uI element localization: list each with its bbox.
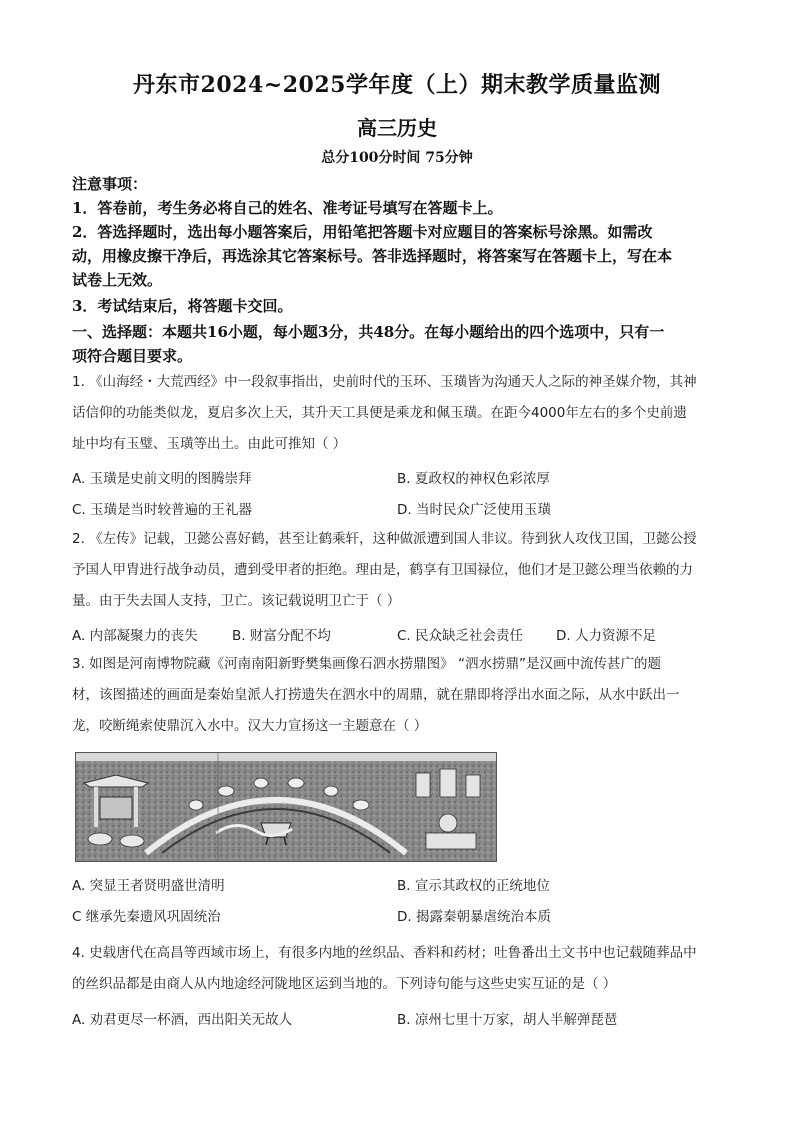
section-heading-line-1: 一、选择题：本题共16小题，每小题3分，共48分。在每小题给出的四个选项中，只有一	[72, 323, 665, 341]
question-4-option-a: A. 劝君更尽一杯酒，西出阳关无故人	[72, 1012, 293, 1028]
question-2-option-a: A. 内部凝聚力的丧失	[72, 628, 198, 644]
question-1-option-a: A. 玉璜是史前文明的图腾崇拜	[72, 471, 252, 487]
section-heading-line-2: 项符合题目要求。	[72, 347, 193, 365]
notice-heading: 注意事项：	[72, 175, 148, 193]
question-3-line-1: 3. 如图是河南博物院藏《河南南阳新野樊集画像石泗水捞鼎图》 “泗水捞鼎”是汉画中流传甚广的题	[72, 656, 661, 672]
question-4-option-b: B. 凉州七里十万家，胡人半解弹琵琶	[397, 1012, 618, 1028]
question-3-line-3: 龙，咬断绳索使鼎沉入水中。汉大力宣扬这一主题意在（ ）	[72, 718, 428, 734]
question-1-option-d: D. 当时民众广泛使用玉璜	[397, 502, 551, 518]
exam-title: 丹东市2024~2025学年度（上）期末教学质量监测	[133, 72, 661, 98]
question-2-option-d: D. 人力资源不足	[556, 628, 656, 644]
question-2-line-3: 量。由于失去国人支持，卫亡。该记载说明卫亡于（ ）	[72, 593, 401, 609]
question-2-option-b: B. 财富分配不均	[232, 628, 331, 644]
question-3-line-2: 材，该图描述的画面是秦始皇派人打捞遗失在泗水中的周鼎，就在鼎即将浮出水面之际，从水中跃出一	[72, 687, 680, 703]
question-1-line-3: 址中均有玉璧、玉璜等出土。由此可推知（ ）	[72, 436, 347, 452]
question-3-option-a: A. 突显王者贤明盛世清明	[72, 878, 225, 894]
notice-item-3: 3．考试结束后，将答题卡交回。	[72, 297, 293, 315]
question-1-option-b: B. 夏政权的神权色彩浓厚	[397, 471, 550, 487]
question-4-line-1: 4. 史载唐代在高昌等西域市场上，有很多内地的丝织品、香料和药材；吐鲁番出土文书中也记载随葬品中	[72, 945, 697, 961]
question-3-option-c: C 继承先秦遗风巩固统治	[72, 909, 221, 925]
notice-item-1: 1．答卷前，考生务必将自己的姓名、准考证号填写在答题卡上。	[72, 199, 503, 217]
exam-subject: 高三历史	[357, 116, 437, 140]
question-1-line-1: 1. 《山海经・大荒西经》中一段叙事指出，史前时代的玉环、玉璜皆为沟通天人之际的神圣媒介物，其神	[72, 374, 697, 390]
exam-score-time: 总分100分时间 75分钟	[321, 150, 473, 166]
stone-relief-image	[75, 752, 497, 862]
question-1-option-c: C. 玉璜是当时较普遍的王礼器	[72, 502, 253, 518]
notice-item-2-line-2: 动，用橡皮擦干净后，再选涂其它答案标号。答非选择题时，将答案写在答题卡上，写在本	[72, 247, 673, 265]
question-3-option-d: D. 揭露秦朝暴虐统治本质	[397, 909, 551, 925]
notice-item-2-line-3: 试卷上无效。	[72, 271, 163, 289]
question-2-line-1: 2. 《左传》记载，卫懿公喜好鹤，甚至让鹤乘轩，这种做派遭到国人非议。待到狄人攻伐卫国，卫懿公授	[72, 531, 697, 547]
question-1-line-2: 话信仰的功能类似龙，夏启多次上天，其升天工具便是乘龙和佩玉璜。在距今4000年左右的多个史前遗	[72, 405, 687, 421]
question-4-line-2: 的丝织品都是由商人从内地途经河陇地区运到当地的。下列诗句能与这些史实互证的是（ ）	[72, 976, 617, 992]
notice-item-2-line-1: 2．答选择题时，选出每小题答案后，用铅笔把答题卡对应题目的答案标号涂黑。如需改	[72, 223, 653, 241]
question-2-option-c: C. 民众缺乏社会责任	[397, 628, 524, 644]
question-3-option-b: B. 宣示其政权的正统地位	[397, 878, 550, 894]
question-2-line-2: 予国人甲胄进行战争动员，遭到受甲者的拒绝。理由是，鹤享有卫国禄位，他们才是卫懿公理当依赖的力	[72, 562, 693, 578]
